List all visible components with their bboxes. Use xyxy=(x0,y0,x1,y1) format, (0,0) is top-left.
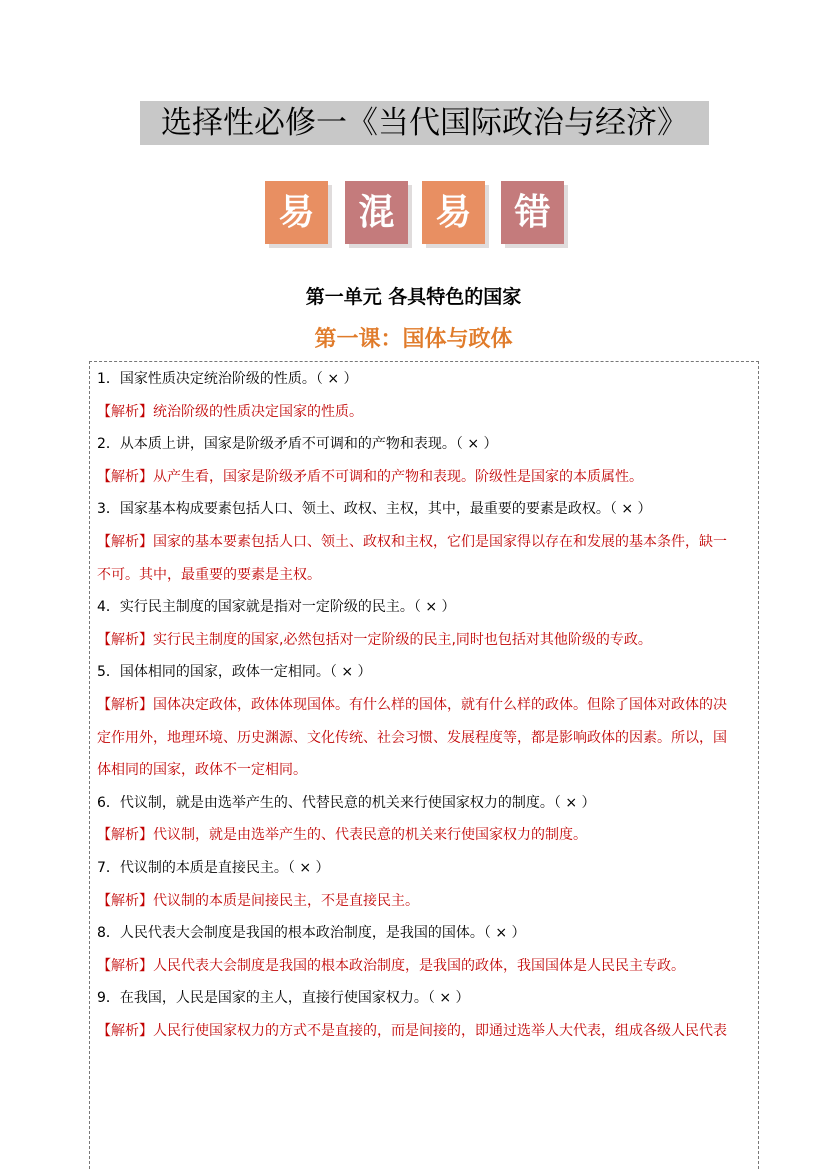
tag-tiles xyxy=(265,181,570,251)
analysis-tag: 【解析】 xyxy=(97,403,153,420)
unit-title: 第一单元 各具特色的国家 xyxy=(305,286,522,308)
question-line: 6．代议制，就是由选举产生的、代替民意的机关来行使国家权力的制度。（ × ） xyxy=(97,794,596,811)
lesson-title: 第一课：国体与政体 xyxy=(314,327,513,352)
analysis-tag: 【解析】 xyxy=(97,957,153,974)
answer-text: 人民代表大会制度是我国的根本政治制度，是我国的政体，我国国体是人民民主专政。 xyxy=(153,957,685,974)
analysis-tag: 【解析】 xyxy=(97,892,153,909)
answer-line xyxy=(97,532,755,552)
answer-line xyxy=(97,956,755,976)
question-line: 2．从本质上讲，国家是阶级矛盾不可调和的产物和表现。（ × ） xyxy=(97,436,498,453)
question-line: 9．在我国，人民是国家的主人，直接行使国家权力。（ × ） xyxy=(97,990,470,1007)
answer-text: 代议制的本质是间接民主，不是直接民主。 xyxy=(153,892,419,909)
question-line: 1．国家性质决定统治阶级的性质。（ × ） xyxy=(97,371,358,387)
answer-text: 国家的基本要素包括人口、领土、政权和主权，它们是国家得以存在和发展的基本条件，缺一 xyxy=(153,534,727,550)
analysis-tag: 【解析】 xyxy=(97,697,153,713)
answer-text: 实行民主制度的国家,必然包括对一定阶级的民主,同时也包括对其他阶级的专政。 xyxy=(153,631,652,648)
analysis-tag: 【解析】 xyxy=(97,534,153,550)
question-line: 4．实行民主制度的国家就是指对一定阶级的民主。（ × ） xyxy=(97,599,456,616)
answer-line xyxy=(97,467,755,487)
answer-text: 国体决定政体，政体体现国体。有什么样的国体，就有什么样的政体。但除了国体对政体的决 xyxy=(153,697,727,713)
answer-text: 从产生看，国家是阶级矛盾不可调和的产物和表现。阶级性是国家的本质属性。 xyxy=(153,468,643,485)
tile-yi-1: 易 xyxy=(265,181,328,244)
tile-hun: 混 xyxy=(345,181,408,244)
question-line: 5．国体相同的国家，政体一定相同。（ × ） xyxy=(97,664,372,681)
tile-yi-2: 易 xyxy=(422,181,485,244)
answer-line xyxy=(97,695,755,715)
answer-line xyxy=(97,891,755,911)
document-title: 选择性必修一《当代国际政治与经济》 xyxy=(140,101,709,145)
answer-text: 代议制，就是由选举产生的、代表民意的机关来行使国家权力的制度。 xyxy=(153,827,587,844)
answer-line xyxy=(97,825,755,845)
question-line: 8．人民代表大会制度是我国的根本政治制度，是我国的国体。（ × ） xyxy=(97,925,526,942)
answer-continuation: 不可。其中，最重要的要素是主权。 xyxy=(97,566,321,583)
answer-text: 统治阶级的性质决定国家的性质。 xyxy=(153,403,363,420)
answer-line xyxy=(97,1021,755,1041)
analysis-tag: 【解析】 xyxy=(97,631,153,648)
answer-line xyxy=(97,630,755,650)
answer-text: 人民行使国家权力的方式不是直接的，而是间接的，即通过选举人大代表，组成各级人民代表 xyxy=(153,1023,727,1039)
analysis-tag: 【解析】 xyxy=(97,1023,153,1039)
analysis-tag: 【解析】 xyxy=(97,468,153,485)
question-line: 7．代议制的本质是直接民主。（ × ） xyxy=(97,860,330,876)
answer-continuation: 体相同的国家，政体不一定相同。 xyxy=(97,762,307,779)
answer-continuation: 定作用外，地理环境、历史渊源、文化传统、社会习惯、发展程度等，都是影响政体的因素。所以，国 xyxy=(97,729,727,746)
answer-line xyxy=(97,402,755,422)
question-line: 3．国家基本构成要素包括人口、领土、政权、主权，其中，最重要的要素是政权。（ × ） xyxy=(97,501,652,518)
analysis-tag: 【解析】 xyxy=(97,827,153,844)
tile-cuo: 错 xyxy=(501,181,564,244)
